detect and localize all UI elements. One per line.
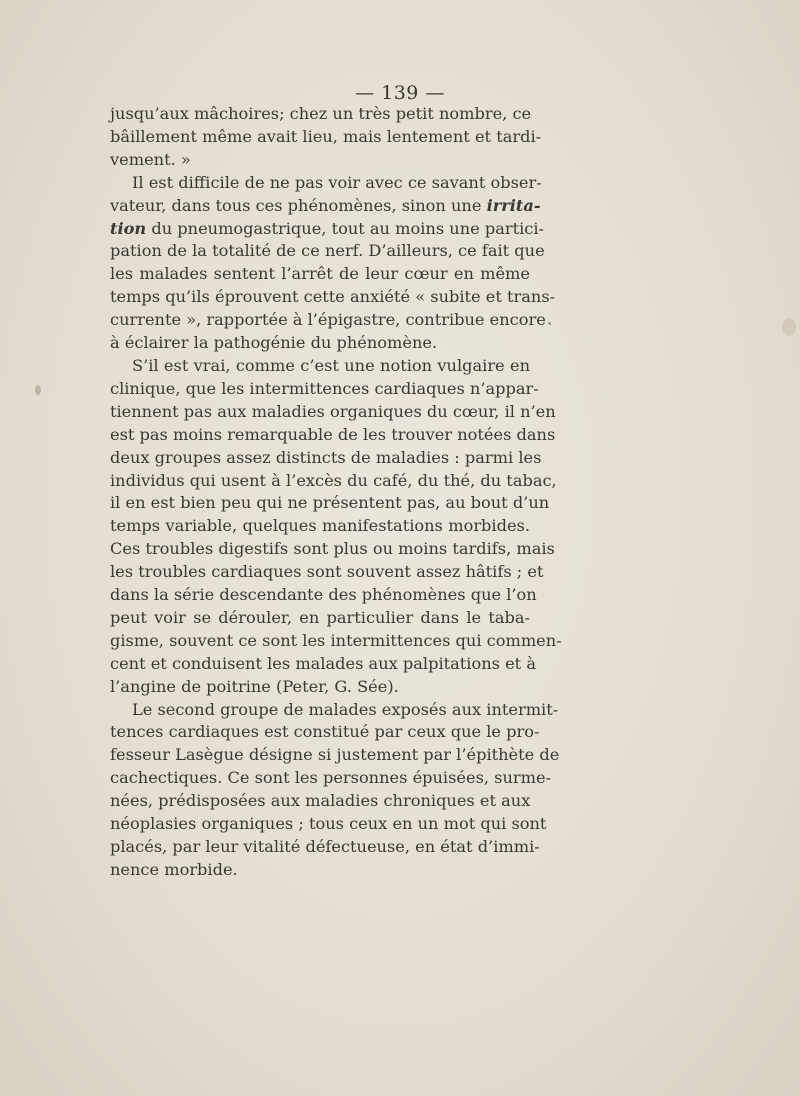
text-line: est pas moins remarquable de les trouver notées dans — [110, 424, 556, 444]
text-line: Le second groupe de malades exposés aux intermit- — [132, 699, 559, 719]
text-line: S’il est vrai, comme c’est une notion vulgaire en — [132, 355, 530, 375]
paper-stain — [782, 318, 796, 336]
page-number: — 139 — — [355, 82, 445, 104]
text-line: deux groupes assez distincts de maladies : parmi les — [110, 447, 542, 467]
text-line: cachectiques. Ce sont les personnes épuisées, surme- — [110, 768, 552, 788]
text-line: les malades sentent l’arrêt de leur cœur en même — [110, 264, 530, 284]
text-line: Ces troubles digestifs sont plus ou moins tardifs, mais — [110, 539, 555, 559]
text-line: dans la série descendante des phénomènes que l’on — [110, 585, 537, 605]
text-line: l’angine de poitrine (Peter, G. Sée). — [110, 676, 399, 696]
text-line: tiennent pas aux maladies organiques du cœur, il n’en — [110, 401, 556, 421]
text-line: temps variable, quelques manifestations morbides. — [110, 516, 530, 536]
paper-stain — [548, 322, 551, 325]
text-line: pation de la totalité de ce nerf. D’ailleurs, ce fait que — [110, 241, 545, 261]
paper-stain — [35, 385, 41, 395]
text-line: néoplasies organiques ; tous ceux en un mot qui sont — [110, 814, 547, 834]
text-line: cent et conduisent les malades aux palpitations et à — [110, 653, 536, 673]
text-line: placés, par leur vitalité défectueuse, en état d’immi- — [110, 837, 540, 856]
text-line: Il est difficile de ne pas voir avec ce savant obser- — [132, 172, 542, 192]
text-segment: vateur, dans tous ces phénomènes, sinon une — [110, 195, 487, 215]
text-line: vement. » — [110, 149, 191, 169]
text-line: tences cardiaques est constitué par ceux que le pro- — [110, 722, 540, 742]
italic-term: irrita- — [486, 195, 541, 215]
text-line: bâillement même avait lieu, mais lentement et tardi- — [110, 126, 542, 146]
text-segment: du pneumogastrique, tout au moins une partici- — [146, 218, 544, 238]
text-line: nence morbide. — [110, 859, 238, 879]
text-line: clinique, que les intermittences cardiaques n’appar- — [110, 378, 539, 398]
text-line: temps qu’ils éprouvent cette anxiété « subite et trans- — [110, 287, 556, 307]
text-line: il en est bien peu qui ne présentent pas, au bout d’un — [110, 493, 550, 513]
text-line: gisme, souvent ce sont les intermittences qui commen- — [110, 630, 562, 650]
text-line — [110, 195, 541, 218]
italic-term: tion — [110, 218, 147, 238]
text-line: individus qui usent à l’excès du café, du thé, du tabac, — [110, 470, 557, 490]
text-line: jusqu’aux mâchoires; chez un très petit nombre, ce — [110, 104, 532, 123]
body-text — [110, 103, 562, 882]
text-line: les troubles cardiaques sont souvent assez hâtifs ; et — [110, 562, 544, 582]
text-line: currente », rapportée à l’épigastre, contribue encore — [110, 310, 546, 330]
text-line: fesseur Lasègue désigne si justement par l’épithète de — [110, 745, 560, 765]
text-line: nées, prédisposées aux maladies chroniques et aux — [110, 791, 531, 811]
text-line — [110, 218, 544, 241]
text-line: peut voir se dérouler, en particulier dans le taba- — [110, 607, 530, 627]
text-line: à éclairer la pathogénie du phénomène. — [110, 333, 438, 353]
